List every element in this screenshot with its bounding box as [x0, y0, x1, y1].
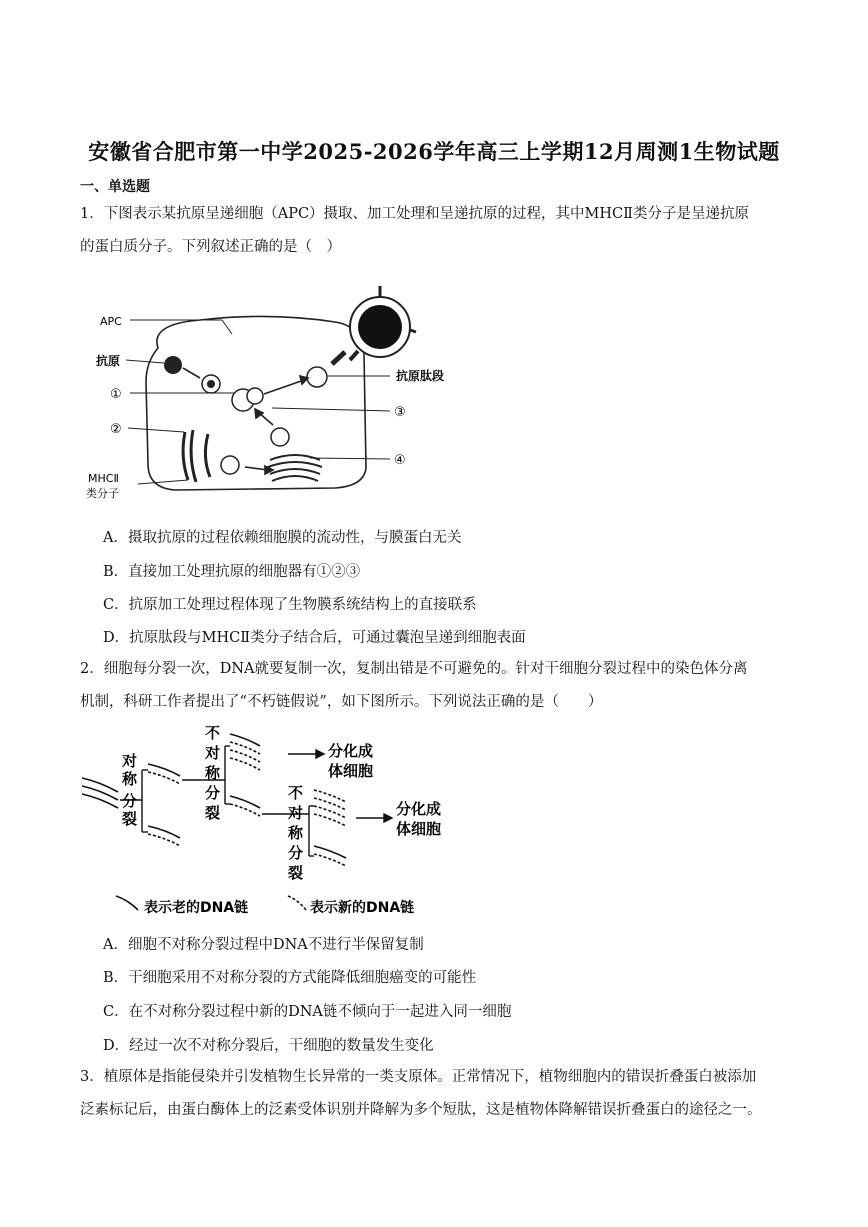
question-2-line-2: 机制，科研工作者提出了“不朽链假说”，如下图所示。下列说法正确的是（ ）: [80, 694, 603, 710]
label-asym-a-5: 裂: [205, 804, 221, 822]
label-diff-b-1: 分化成: [396, 800, 442, 818]
question-2-option-c[interactable]: C．在不对称分裂过程中新的DNA链不倾向于一起进入同一细胞: [103, 1004, 512, 1020]
question-2-option-b[interactable]: B．干细胞采用不对称分裂的方式能降低细胞癌变的可能性: [103, 970, 477, 986]
new-strand-legend-icon: [288, 896, 306, 910]
label-organelle-4: ④: [394, 453, 406, 468]
label-sym-1: 对: [122, 752, 138, 770]
label-asym-b-3: 称: [288, 824, 304, 842]
label-organelle-3: ③: [394, 405, 406, 420]
question-1-option-a[interactable]: A．摄取抗原的过程依赖细胞膜的流动性，与膜蛋白无关: [103, 530, 462, 546]
label-organelle-1: ①: [110, 387, 122, 402]
label-apc: APC: [100, 315, 122, 328]
apc-antigen-figure: [80, 272, 445, 508]
label-asym-a-4: 分: [205, 784, 221, 802]
label-asym-b-1: 不: [288, 784, 304, 802]
label-antigen: 抗原: [96, 354, 121, 368]
question-2-line-1: 2．细胞每分裂一次，DNA就要复制一次，复制出错是不可避免的。针对干细胞分裂过程中的染色体分离: [80, 661, 748, 677]
peptide-vesicle-icon: [307, 367, 327, 387]
label-asym-b-2: 对: [288, 804, 304, 822]
label-sym-2: 称: [122, 770, 138, 788]
old-strand-legend-icon: [116, 896, 138, 910]
question-2-option-a[interactable]: A．细胞不对称分裂过程中DNA不进行半保留复制: [103, 937, 424, 953]
question-1-option-c[interactable]: C．抗原加工处理过程体现了生物膜系统结构上的直接联系: [103, 597, 477, 613]
label-asym-b-4: 分: [288, 844, 304, 862]
label-mhc-line-2: 类分子: [86, 487, 119, 500]
label-mhc-line-1: MHCⅡ: [88, 472, 119, 485]
endoplasmic-reticulum-icon: [183, 430, 210, 482]
legend-old-strand: 表示老的DNA链: [144, 900, 249, 916]
question-1-option-b[interactable]: B．直接加工处理抗原的细胞器有①②③: [103, 564, 361, 580]
label-diff-a-2: 体细胞: [328, 762, 374, 780]
document-title: 安徽省合肥市第一中学2025-2026学年高三上学期12月周测1生物试题: [88, 139, 780, 164]
question-1-stem: [80, 198, 796, 264]
section-heading: 一、单选题: [80, 179, 150, 195]
question-1-option-d[interactable]: D．抗原肽段与MHCⅡ类分子结合后，可通过囊泡呈递到细胞表面: [103, 630, 526, 646]
label-antigen-peptide: 抗原肽段: [396, 369, 445, 383]
label-asym-b-5: 裂: [288, 864, 304, 882]
question-1-line-1: 1．下图表示某抗原呈递细胞（APC）摄取、加工处理和呈递抗原的过程，其中MHCⅡ类分子是呈递抗原: [80, 206, 749, 222]
label-diff-a-1: 分化成: [328, 742, 374, 760]
legend-new-strand: 表示新的DNA链: [310, 900, 415, 916]
golgi-apparatus-icon: [268, 455, 322, 481]
question-2-option-d[interactable]: D．经过一次不对称分裂后，干细胞的数量发生变化: [103, 1038, 434, 1054]
antigen-particle-icon: [164, 356, 182, 374]
golgi-vesicle-icon: [271, 428, 289, 446]
label-asym-a-3: 称: [205, 764, 221, 782]
question-3-line-1: 3．植原体是指能侵染并引发植物生长异常的一类支原体。正常情况下，植物细胞内的错误折叠蛋白被添加: [80, 1069, 757, 1085]
label-asym-a-1: 不: [205, 724, 221, 742]
question-3-line-2: 泛素标记后，由蛋白酶体上的泛素受体识别并降解为多个短肽，这是植物体降解错误折叠蛋白的途径之一。: [80, 1102, 762, 1118]
label-sym-3: 分: [122, 792, 138, 810]
label-diff-b-2: 体细胞: [396, 820, 442, 838]
label-organelle-2: ②: [110, 422, 122, 437]
immortal-strand-figure: [80, 720, 450, 920]
label-sym-4: 裂: [122, 810, 138, 828]
question-2-stem: [80, 653, 796, 719]
question-1-line-2: 的蛋白质分子。下列叙述正确的是（ ）: [80, 239, 341, 255]
question-3-stem: [80, 1061, 796, 1127]
label-asym-a-2: 对: [205, 744, 221, 762]
